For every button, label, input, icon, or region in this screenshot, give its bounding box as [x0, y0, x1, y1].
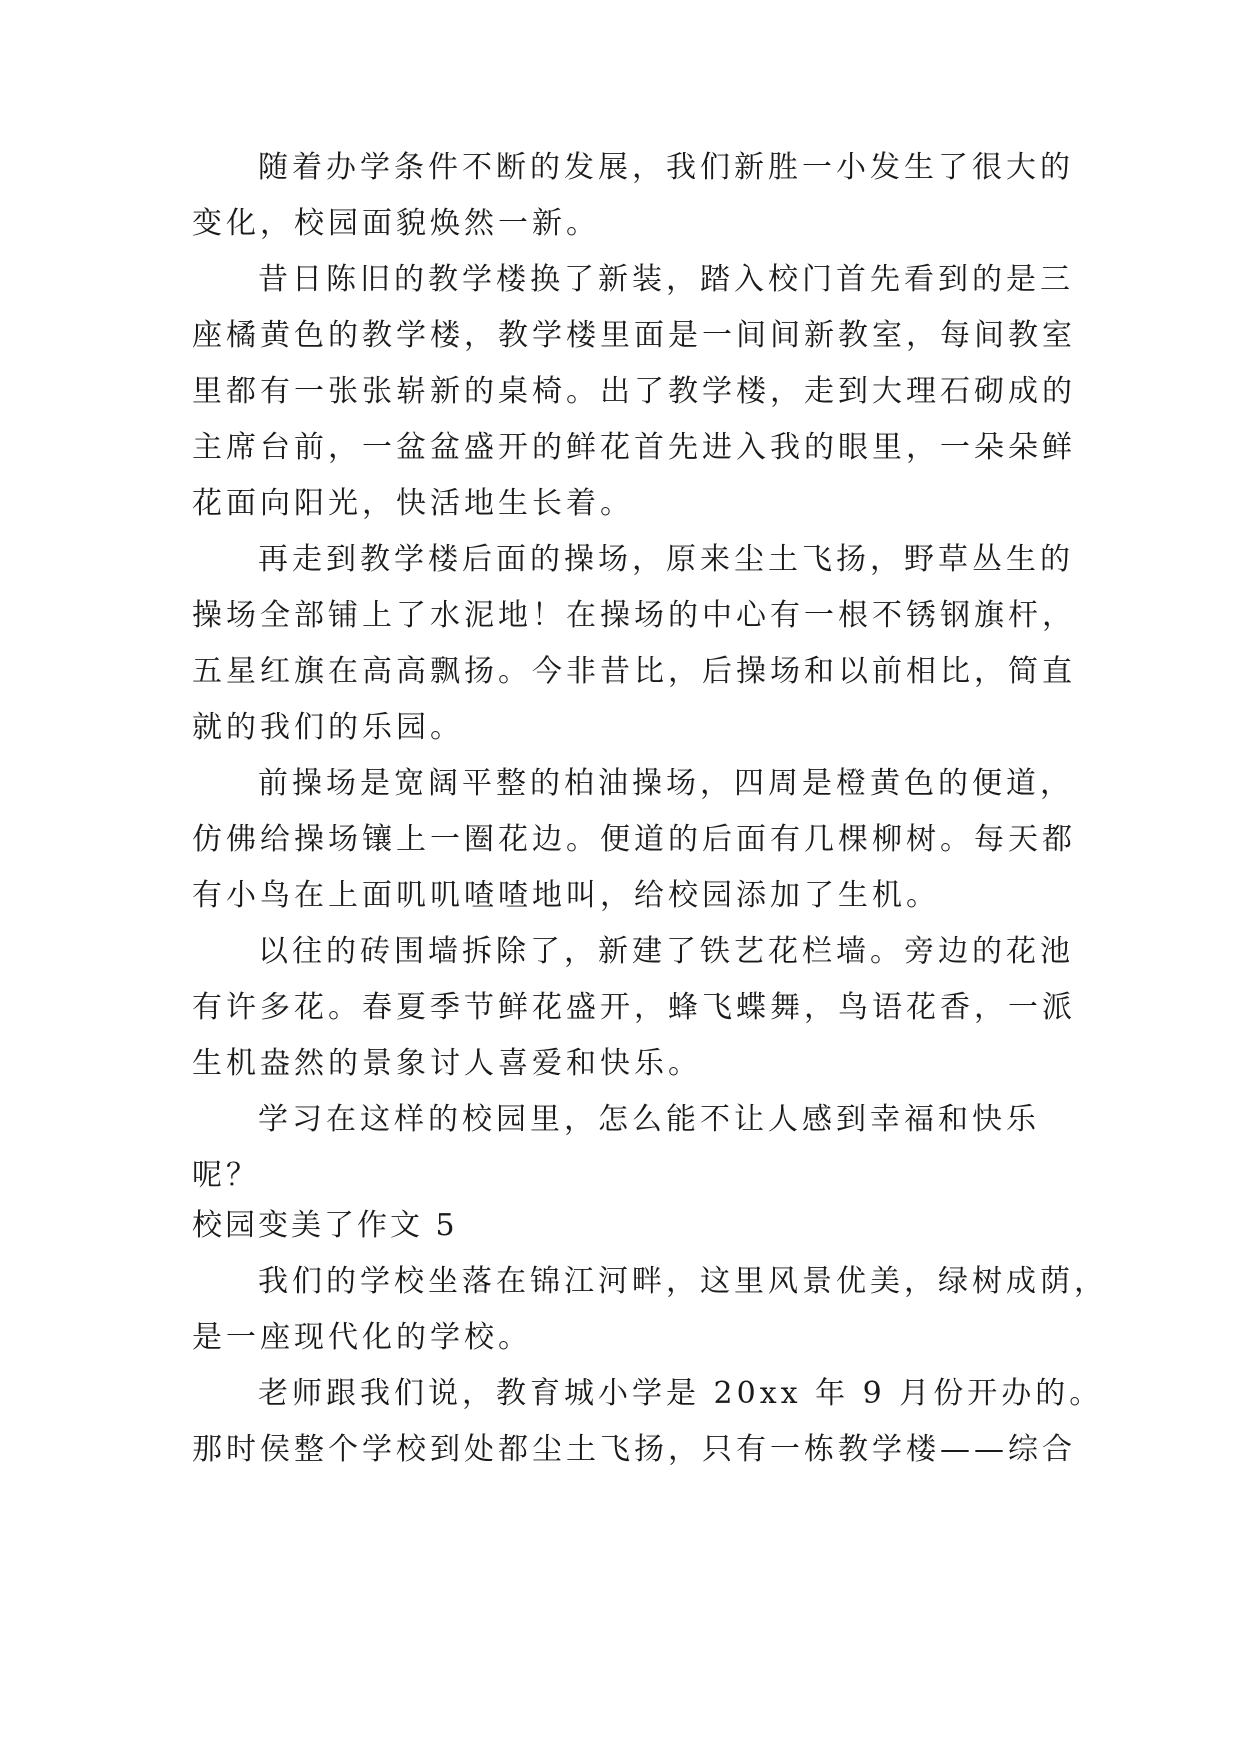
- text-line: 昔日陈旧的教学楼换了新装，踏入校门首先看到的是三: [258, 262, 1074, 297]
- text-line: 有小鸟在上面叽叽喳喳地叫，给校园添加了生机。: [192, 878, 940, 913]
- text-line: 我们的学校坐落在锦江河畔，这里风景优美，绿树成荫，: [258, 1264, 1108, 1299]
- text-line: 是一座现代化的学校。: [192, 1320, 532, 1355]
- text-line: 学习在这样的校园里，怎么能不让人感到幸福和快乐: [258, 1102, 1040, 1137]
- text-line: 变化，校园面貌焕然一新。: [192, 206, 600, 241]
- text-line: 操场全部铺上了水泥地！在操场的中心有一根不锈钢旗杆，: [192, 598, 1076, 633]
- text-line: 五星红旗在高高飘扬。今非昔比，后操场和以前相比，简直: [192, 654, 1076, 689]
- text-line: 就的我们的乐园。: [192, 710, 464, 745]
- text-line: 里都有一张张崭新的桌椅。出了教学楼，走到大理石砌成的: [192, 374, 1076, 409]
- text-line: 随着办学条件不断的发展，我们新胜一小发生了很大的: [258, 150, 1074, 185]
- text-line: 老师跟我们说，教育城小学是 20xx 年 9 月份开办的。: [258, 1376, 1104, 1411]
- text-line: 有许多花。春夏季节鲜花盛开，蜂飞蝶舞，鸟语花香，一派: [192, 990, 1076, 1025]
- text-line: 呢？: [192, 1158, 260, 1193]
- text-line: 那时侯整个学校到处都尘土飞扬，只有一栋教学楼——综合: [192, 1432, 1076, 1467]
- section-heading: 校园变美了作文 5: [192, 1208, 458, 1243]
- text-line: 再走到教学楼后面的操场，原来尘土飞扬，野草丛生的: [258, 542, 1074, 577]
- text-line: 仿佛给操场镶上一圈花边。便道的后面有几棵柳树。每天都: [192, 822, 1076, 857]
- text-line: 前操场是宽阔平整的柏油操场，四周是橙黄色的便道，: [258, 766, 1074, 801]
- text-line: 座橘黄色的教学楼，教学楼里面是一间间新教室，每间教室: [192, 318, 1076, 353]
- text-line: 花面向阳光，快活地生长着。: [192, 486, 634, 521]
- text-line: 以往的砖围墙拆除了，新建了铁艺花栏墙。旁边的花池: [258, 934, 1074, 969]
- text-line: 主席台前，一盆盆盛开的鲜花首先进入我的眼里，一朵朵鲜: [192, 430, 1076, 465]
- text-line: 生机盎然的景象讨人喜爱和快乐。: [192, 1046, 702, 1081]
